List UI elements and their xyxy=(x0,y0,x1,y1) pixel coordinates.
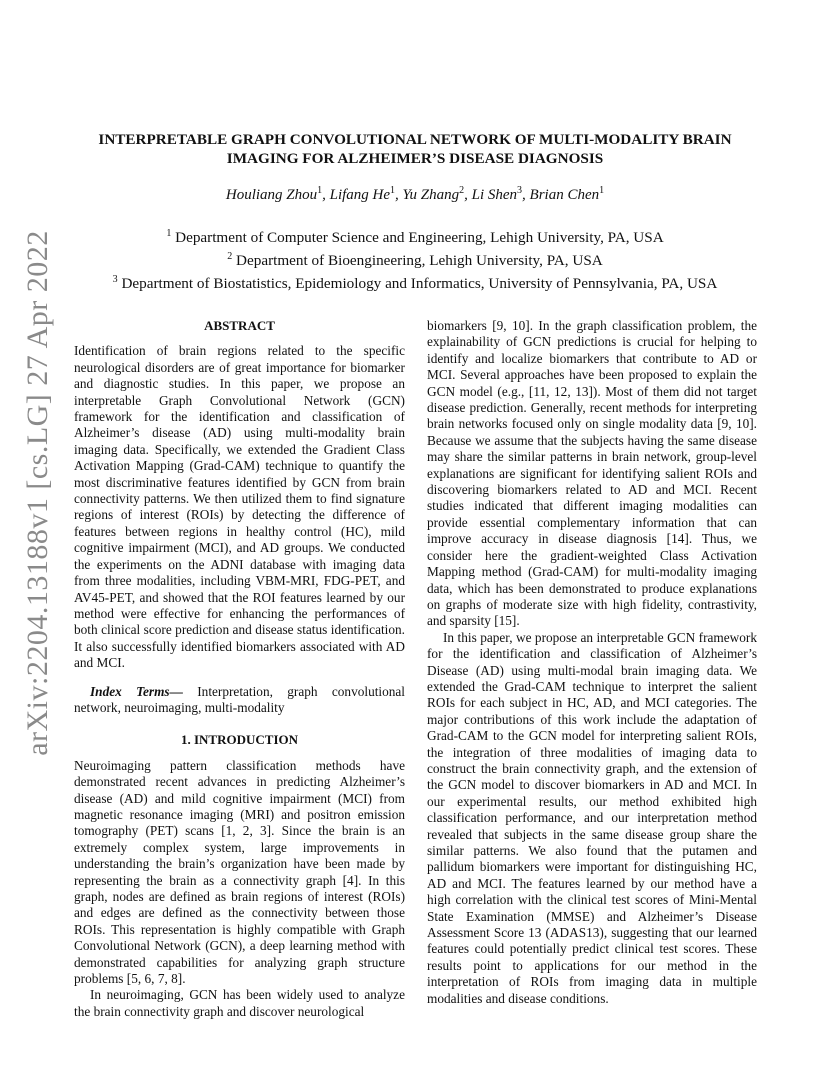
author-name: Li Shen xyxy=(471,187,518,203)
author-affiliation-mark: 1 xyxy=(599,185,605,196)
index-terms xyxy=(74,684,405,717)
arxiv-stamp xyxy=(18,230,58,756)
author-affiliation-mark: 1 xyxy=(390,185,396,196)
index-terms-label: Index Terms— xyxy=(90,683,183,699)
author-list: Houliang Zhou$^1$, Lifang He$^1$, Yu Zhang$^2$, Li Shen$^3$, Brian Chen$^1$ xyxy=(225,185,605,203)
affiliation-text: Department of Bioengineering, Lehigh University, PA, USA xyxy=(236,252,603,270)
affiliation-line xyxy=(70,270,760,293)
title-line-2: IMAGING FOR ALZHEIMER’S DISEASE DIAGNOSIS xyxy=(226,150,604,167)
right-column xyxy=(427,318,757,1007)
introduction-paragraph-4: In this paper, we propose an interpretable GCN framework for the identification and classification of Alzheimer’s Disease (AD) using multi-modal brain imaging data. We extended the Grad-CAM technique to interpret the salient ROIs for each subject in HC, AD, and MCI categories. The major contributions of this work include the adaptation of Grad-CAM to the GCN model for interpreting salient ROIs, the integration of three modalities of imaging data to construct the brain connectivity graph, and the extension of the GCN model to discover biomarkers in AD and MCI. In our experimental results, our method exhibited high classification performance, and our interpretation method revealed that subjects in the same disease group share the similar patterns. We also found that the putamen and pallidum biomarkers were important for distinguishing HC, AD and MCI. The features learned by our method have a high correlation with the clinical test scores of Mini-Mental State Examination (MMSE) and Alzheimer’s Disease Assessment Score 13 (ADAS13), suggesting that our learned features could potentially predict clinical test scores. These results point to applications for our method in the interpretation of ROIs from imaging data in multiple modalities and disease conditions. xyxy=(427,629,757,1006)
author-name: Yu Zhang xyxy=(402,187,460,203)
author-affiliation-mark: 1 xyxy=(317,185,323,196)
arxiv-id-text: arXiv:2204.13188v1 [cs.LG] 27 Apr 2022 xyxy=(21,230,55,756)
index-terms-text: Interpretation, graph convolutional network, neuroimaging, multi-modality xyxy=(74,683,405,715)
affiliation-number: 1 xyxy=(166,228,172,239)
abstract-paragraph: Identification of brain regions related to the specific neurological disorders are of great importance for biomarker and diagnostic studies. In this paper, we propose an interpretable Graph Convolutional Network (GCN) framework for the identification and classification of Alzheimer’s disease (AD) using multi-modality brain imaging data. Specifically, we extended the Gradient Class Activation Mapping (Grad-CAM) technique to quantify the most discriminative features identified by GCN from brain connectivity patterns. We then utilized them to find signature regions of interest (ROIs) by detecting the difference of features between regions in healthy control (HC), mild cognitive impairment (MCI), and AD groups. We conducted the experiments on the ADNI database with imaging data from three modalities, including VBM-MRI, FDG-PET, and AV45-PET, and showed that the ROI features learned by our method were effective for enhancing the performances of both clinical score prediction and disease status identification. It also successfully identified biomarkers associated with AD and MCI. xyxy=(74,343,405,671)
affiliation-number: 2 xyxy=(227,251,233,263)
author-name: Houliang Zhou xyxy=(225,187,318,203)
abstract-heading: ABSTRACT xyxy=(204,318,275,333)
affiliation-text: Department of Computer Science and Engineering, Lehigh University, PA, USA xyxy=(175,229,664,247)
left-column xyxy=(74,318,405,1020)
author-affiliation-mark: 2 xyxy=(459,185,465,196)
author-name: Lifang He xyxy=(329,187,391,203)
paper-title xyxy=(70,130,760,168)
affiliation-text: Department of Biostatistics, Epidemiology and Informatics, University of Pennsylvania, PA, USA xyxy=(121,275,718,293)
author-affiliation-mark: 3 xyxy=(517,185,523,196)
affiliation-line xyxy=(70,224,760,247)
affiliation-line xyxy=(70,247,760,270)
introduction-paragraph-2: In neuroimaging, GCN has been widely used to analyze the brain connectivity graph and discover neurological xyxy=(74,987,405,1019)
introduction-heading: 1. INTRODUCTION xyxy=(180,732,298,748)
title-line-1: INTERPRETABLE GRAPH CONVOLUTIONAL NETWORK OF MULTI-MODALITY BRAIN xyxy=(98,131,732,148)
author-name: Brian Chen xyxy=(529,187,600,203)
introduction-paragraph-1: Neuroimaging pattern classification methods have demonstrated recent advances in predicting Alzheimer’s disease (AD) and mild cognitive impairment (MCI) from magnetic resonance imaging (MRI) and positron emission tomography (PET) scans [1, 2, 3]. Since the brain is an extremely complex system, large improvements in understanding the brain’s organization have been made by representing the brain as a connectivity graph [4]. In this graph, nodes are defined as brain regions of interest (ROIs) and edges are defined as the connectivity between those ROIs. This representation is highly compatible with Graph Convolutional Network (GCN), a deep learning method with demonstrated capabilities for analyzing graph structure problems [5, 6, 7, 8]. xyxy=(74,757,405,987)
introduction-paragraph-3: biomarkers [9, 10]. In the graph classification problem, the explainability of GCN predictions is crucial for helping to identify and localize biomarkers that contribute to AD or MCI. Several approaches have been proposed to explain the GCN model (e.g., [11, 12, 13]). Most of them did not target disease prediction. Generally, recent methods for interpreting brain networks focused only on single modality data [9, 10]. Because we assume that the subjects having the same disease may share the similar patterns in brain network, group-level explanations are significant for identifying salient ROIs and discovering biomarkers related to AD and MCI. Recent studies indicated that different imaging modalities can provide essential complementary information that can improve accuracy in disease diagnosis [14]. Thus, we consider here the gradient-weighted Class Activation Mapping method (Grad-CAM) for multi-modality imaging data, which has been demonstrated to produce explanations on graphs of moderate size with high fidelity, contrastivity, and sparsity [15]. xyxy=(427,318,757,629)
affiliation-number: 3 xyxy=(112,274,118,286)
affiliation-list xyxy=(70,224,760,293)
